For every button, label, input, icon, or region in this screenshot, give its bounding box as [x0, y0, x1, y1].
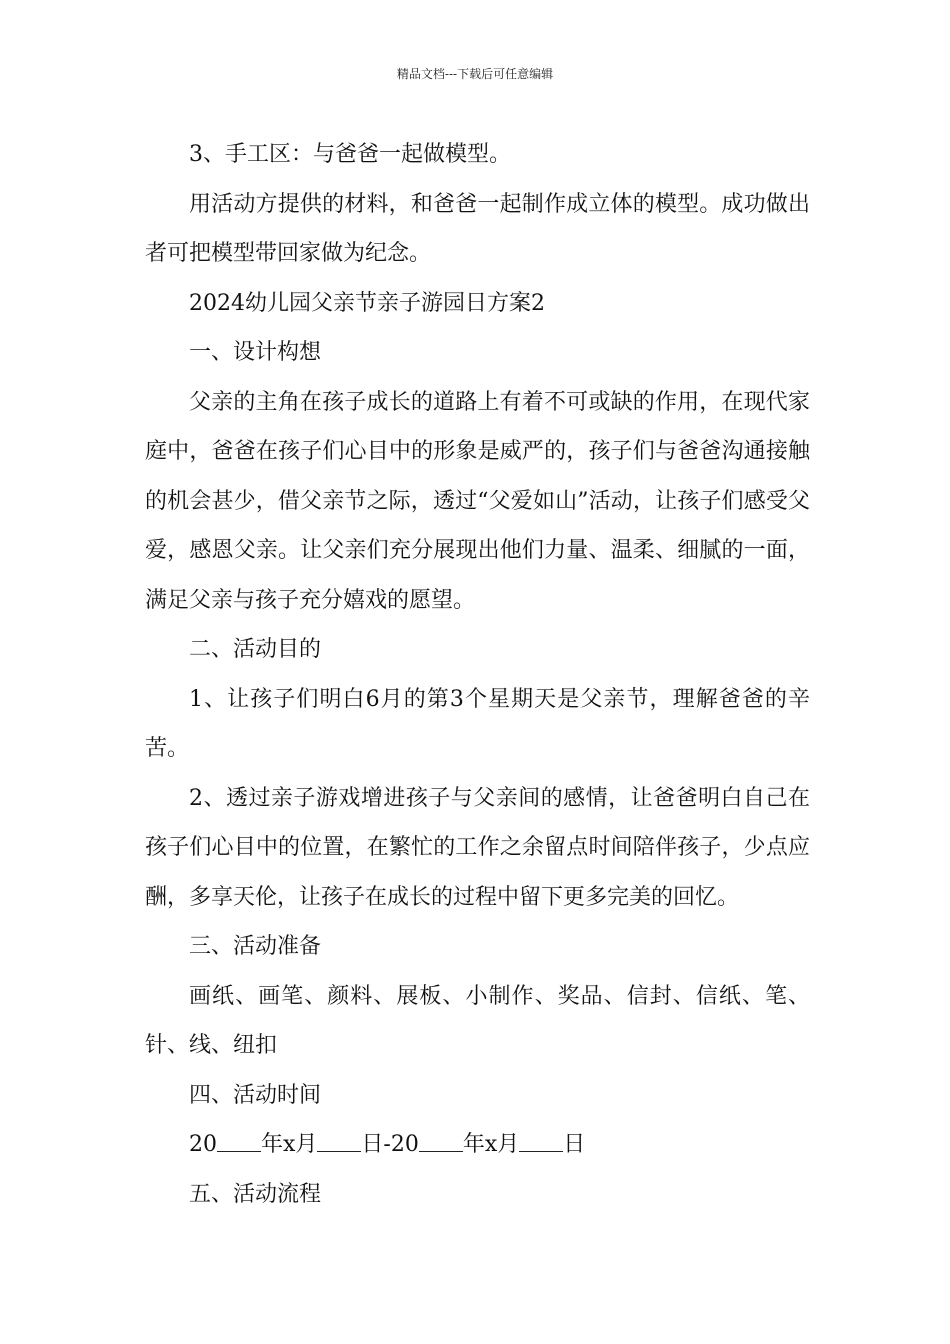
- date-day-start-range: 日-20: [361, 1132, 419, 1157]
- heading-design-concept: 一、设计构想: [189, 340, 322, 365]
- section-title: 2024幼儿园父亲节亲子游园日方案2: [189, 290, 545, 316]
- date-blank-1: [217, 1131, 261, 1152]
- heading-activity-process: 五、活动流程: [189, 1181, 322, 1207]
- paragraph-materials: 画纸、画笔、颜料、展板、小制作、奖品、信封、信纸、笔、针、线、纽扣: [145, 983, 810, 1058]
- date-line: [145, 1120, 810, 1170]
- paragraph-goal-2: 2、透过亲子游戏增进孩子与父亲间的感情，让爸爸明白自己在孩子们心目中的位置，在繁忙的工作之余留点时间陪伴孩子，少点应酬，多享天伦，让孩子在成长的过程中留下更多完美的回忆。: [145, 785, 810, 910]
- heading-activity-preparation: 三、活动准备: [189, 934, 322, 959]
- date-blank-2: [317, 1131, 361, 1152]
- paragraph-handcraft-description: 用活动方提供的材料，和爸爸一起制作成立体的模型。成功做出者可把模型带回家做为纪念。: [145, 191, 810, 266]
- document-body: [145, 130, 810, 1219]
- paragraph-handcraft-area: 3、手工区：与爸爸一起做模型。: [189, 142, 511, 167]
- date-month-start: 年x月: [261, 1132, 318, 1157]
- date-month-end: 年x月: [462, 1132, 520, 1157]
- date-blank-4: [519, 1131, 563, 1152]
- paragraph-goal-1: 1、让孩子们明白6月的第3个星期天是父亲节，理解爸爸的辛苦。: [145, 686, 810, 761]
- paragraph-design-concept: 父亲的主角在孩子成长的道路上有着不可或缺的作用，在现代家庭中，爸爸在孩子们心目中的形象是威严的，孩子们与爸爸沟通接触的机会甚少，借父亲节之际，透过“父爱如山”活动，让孩子们感受父爱，感恩父亲。让父亲们充分展现出他们力量、温柔、细腻的一面，满足父亲与孩子充分嬉戏的愿望。: [145, 389, 810, 613]
- date-year-start-prefix: 20: [189, 1132, 217, 1157]
- page-header: 精品文档---下载后可任意编辑: [396, 67, 554, 81]
- date-blank-3: [419, 1131, 463, 1152]
- date-day-end: 日: [563, 1132, 586, 1157]
- heading-activity-time: 四、活动时间: [189, 1082, 322, 1108]
- heading-activity-goal: 二、活动目的: [189, 637, 322, 662]
